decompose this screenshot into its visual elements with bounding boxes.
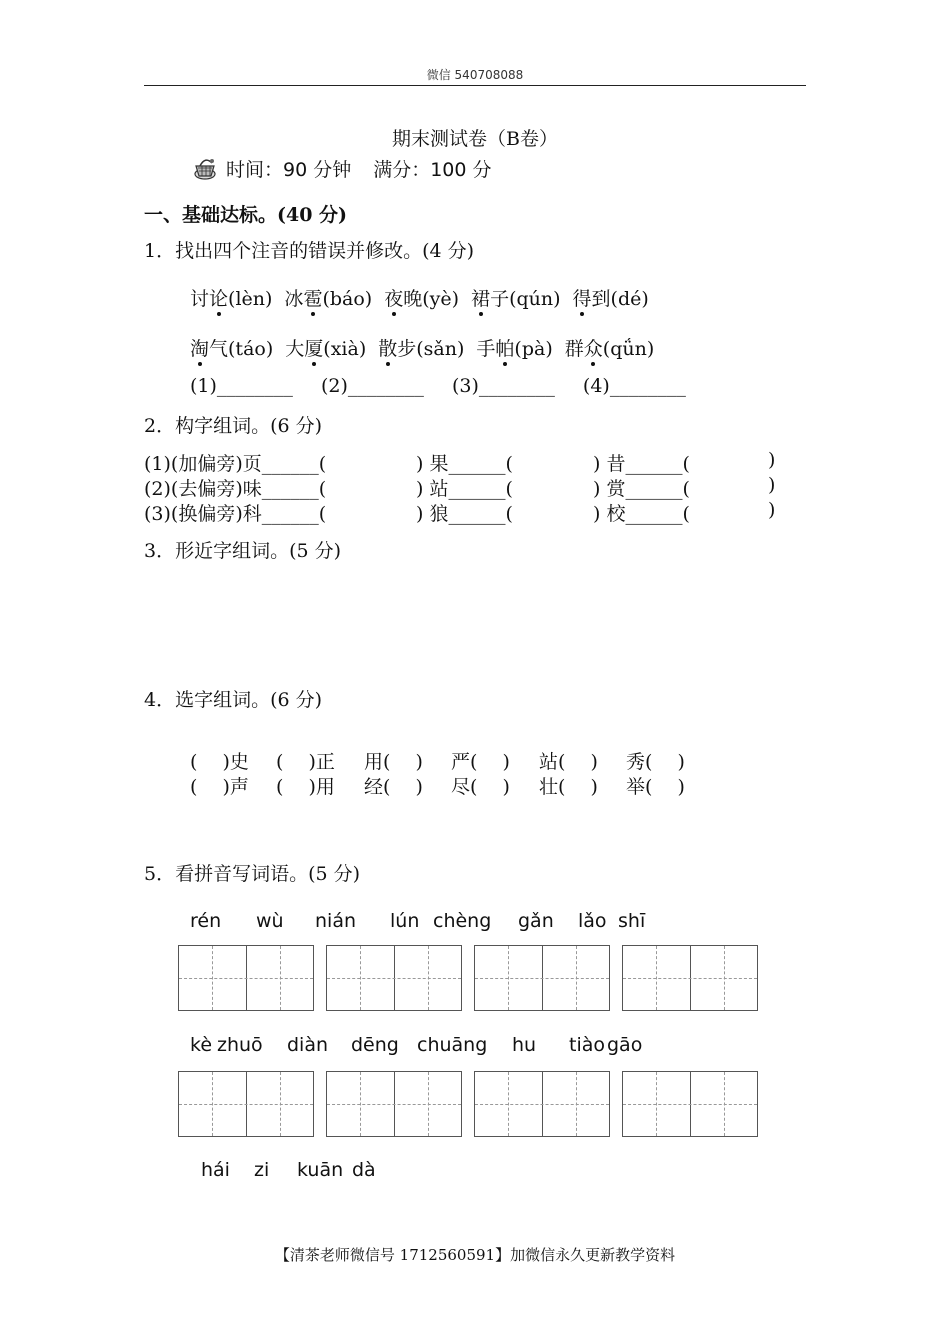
blank-4[interactable]: (4)________: [582, 375, 686, 397]
q5-pinyin-row-2: [0, 1034, 950, 1060]
pinyin: dēng: [351, 1034, 399, 1056]
pinyin-word: [384, 284, 459, 311]
word-char: 冰: [284, 288, 304, 310]
writing-box[interactable]: [474, 1071, 610, 1137]
q4-cell: ( )用: [276, 776, 335, 798]
pinyin: nián: [315, 910, 357, 932]
pinyin: hái: [201, 1159, 230, 1181]
q4-cell: 经( ): [364, 776, 423, 798]
pinyin-word: [573, 284, 649, 311]
pinyin: hu: [512, 1034, 537, 1056]
word-char: 讨: [190, 288, 210, 310]
word-char: 大: [285, 338, 305, 360]
pinyin: gǎn: [518, 910, 554, 932]
writing-box[interactable]: [178, 1071, 314, 1137]
word-pinyin: 步(sǎn): [397, 338, 465, 360]
dotted-char: 帕: [495, 334, 514, 361]
word-pinyin: 晚(yè): [403, 288, 460, 310]
dotted-char: 裙: [471, 284, 490, 311]
dotted-char: 厦: [304, 334, 323, 361]
page-title: 期末测试卷（B卷）: [392, 128, 558, 150]
q4-table: [190, 747, 710, 797]
q5-pinyin-row-3: [0, 1159, 950, 1185]
pinyin: lún: [390, 910, 420, 932]
q4-cell: 尽( ): [451, 776, 510, 798]
q1-row2: [190, 334, 666, 361]
pinyin: tiào: [569, 1034, 605, 1056]
pinyin-word: [378, 334, 464, 361]
q4-cell: 用( ): [364, 751, 423, 773]
header-wechat: 微信 540708088: [426, 68, 524, 82]
pinyin-word: [476, 334, 552, 361]
dotted-char: 众: [584, 334, 603, 361]
pinyin: zhuō: [217, 1034, 263, 1056]
q1-label: 1．找出四个注音的错误并修改。(4 分): [144, 240, 475, 262]
q2-label: 2．构字组词。(6 分): [144, 415, 323, 437]
q2-cell: ) 狼______(: [416, 503, 513, 525]
pinyin: dà: [352, 1159, 376, 1181]
q4-cell: ( )史: [190, 751, 249, 773]
word-pinyin: (qǘn): [602, 338, 655, 360]
pinyin: rén: [190, 910, 222, 932]
pinyin-word: [284, 284, 372, 311]
word-pinyin: 子(qún): [490, 288, 561, 310]
q2-cell: ): [768, 499, 776, 521]
word-char: 手: [476, 338, 496, 360]
pinyin-word: [285, 334, 366, 361]
pinyin: gāo: [607, 1034, 643, 1056]
q4-cell: 举( ): [626, 776, 685, 798]
word-char: 群: [564, 338, 584, 360]
q2-cell: (1)(加偏旁)页______(: [144, 453, 327, 475]
pinyin-word: [190, 284, 272, 311]
word-pinyin: (pà): [514, 338, 553, 360]
dotted-char: 淘: [190, 334, 209, 361]
q2-cell: ) 赏______(: [593, 478, 690, 500]
q1-row1: [190, 284, 661, 311]
pinyin: chèng: [433, 910, 492, 932]
word-pinyin: (xià): [323, 338, 367, 360]
pinyin: lǎo: [578, 910, 607, 932]
q2-cell: (3)(换偏旁)科______(: [144, 503, 327, 525]
pinyin: wù: [256, 910, 284, 932]
writing-box[interactable]: [326, 1071, 462, 1137]
q2-cell: ): [768, 449, 776, 471]
q2-cell: ) 校______(: [593, 503, 690, 525]
dotted-char: 得: [573, 284, 592, 311]
q4-cell: ( )声: [190, 776, 249, 798]
writing-box[interactable]: [622, 945, 758, 1011]
dotted-char: 雹: [303, 284, 322, 311]
dotted-char: 论: [209, 284, 228, 311]
header-rule: [144, 85, 806, 86]
word-pinyin: 气(táo): [209, 338, 274, 360]
section-1-title: 一、基础达标。(40 分): [144, 204, 348, 226]
pinyin: zi: [254, 1159, 270, 1181]
writing-box[interactable]: [474, 945, 610, 1011]
q2-cell: (2)(去偏旁)味______(: [144, 478, 327, 500]
q2-cell: ) 昔______(: [593, 453, 690, 475]
q5-label: 5．看拼音写词语。(5 分): [144, 863, 361, 885]
q2-cell: ): [768, 474, 776, 496]
q5-pinyin-row-1: [0, 910, 950, 936]
blank-1[interactable]: (1)________: [190, 375, 293, 397]
q4-cell: 壮( ): [539, 776, 598, 798]
q2-cell: ) 站______(: [416, 478, 513, 500]
q4-cell: ( )正: [276, 751, 335, 773]
writing-box[interactable]: [178, 945, 314, 1011]
pinyin-word: [471, 284, 560, 311]
q1-answer-blanks: [190, 375, 708, 397]
exam-info: [192, 154, 492, 182]
word-pinyin: (lèn): [228, 288, 273, 310]
basket-icon: [192, 154, 220, 182]
pinyin: shī: [618, 910, 646, 932]
q4-cell: 严( ): [451, 751, 510, 773]
pinyin: kè: [190, 1034, 213, 1056]
blank-2[interactable]: (2)________: [320, 375, 424, 397]
q2-cell: ) 果______(: [416, 453, 513, 475]
dotted-char: 散: [378, 334, 397, 361]
exam-score: 满分：100 分: [373, 158, 492, 181]
word-pinyin: (báo): [322, 288, 373, 310]
q4-cell: 秀( ): [626, 751, 685, 773]
word-pinyin: 到(dé): [591, 288, 649, 310]
pinyin: diàn: [287, 1034, 329, 1056]
blank-3[interactable]: (3)________: [451, 375, 555, 397]
q4-cell: 站( ): [539, 751, 598, 773]
dotted-char: 夜: [384, 284, 403, 311]
pinyin: chuāng: [417, 1034, 488, 1056]
q4-label: 4．选字组词。(6 分): [144, 689, 323, 711]
writing-box[interactable]: [622, 1071, 758, 1137]
q3-label: 3．形近字组词。(5 分): [144, 540, 342, 562]
pinyin: kuān: [297, 1159, 344, 1181]
pinyin-word: [190, 334, 273, 361]
footer-note: 【清茶老师微信号 1712560591】加微信永久更新教学资料: [274, 1246, 676, 1264]
q2-table: [144, 449, 784, 525]
exam-time: 时间：90 分钟: [226, 158, 352, 181]
pinyin-word: [565, 334, 655, 361]
writing-box[interactable]: [326, 945, 462, 1011]
